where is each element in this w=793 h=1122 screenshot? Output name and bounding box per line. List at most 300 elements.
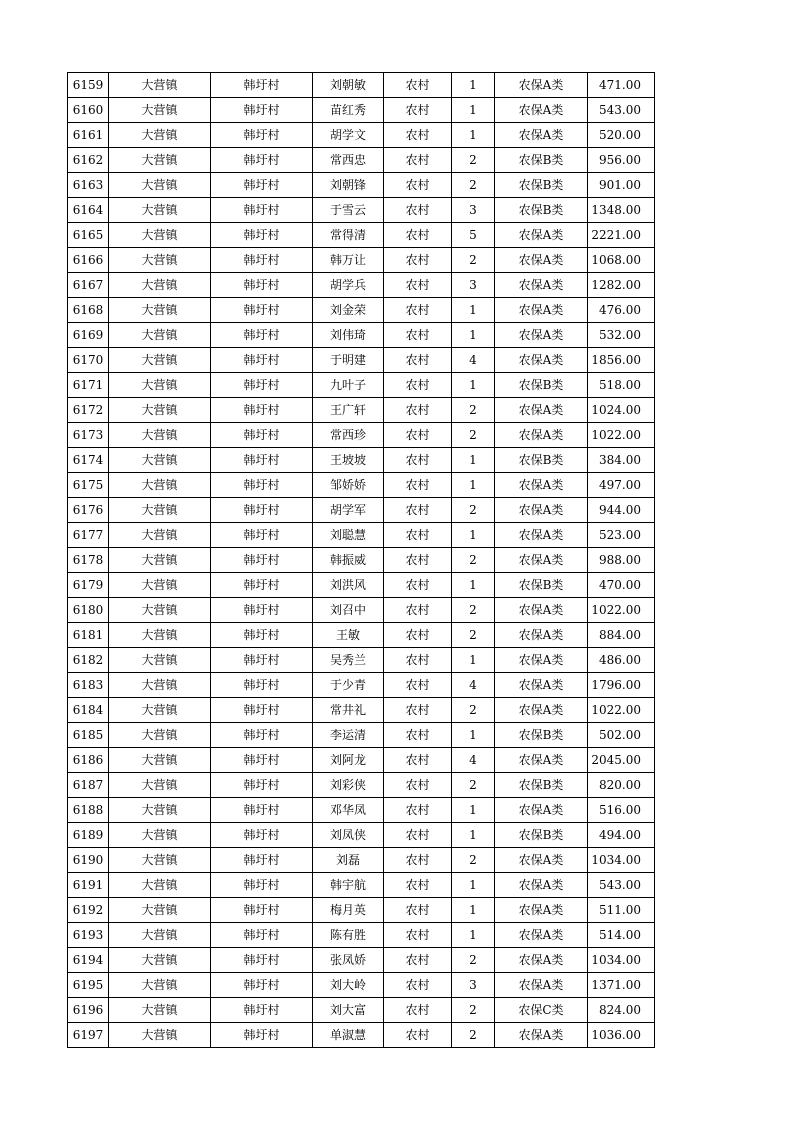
- insurance-category-cell: 农保A类: [495, 648, 588, 673]
- town-cell: 大营镇: [109, 973, 211, 998]
- village-cell: 韩圩村: [211, 348, 313, 373]
- serial-number-cell: 6184: [68, 698, 109, 723]
- household-type-cell: 农村: [384, 698, 452, 723]
- household-type-cell: 农村: [384, 873, 452, 898]
- insurance-category-cell: 农保A类: [495, 698, 588, 723]
- household-type-cell: 农村: [384, 423, 452, 448]
- amount-cell: 511.00: [588, 898, 655, 923]
- member-count-cell: 2: [452, 998, 495, 1023]
- amount-cell: 494.00: [588, 823, 655, 848]
- name-cell: 梅月英: [313, 898, 384, 923]
- household-type-cell: 农村: [384, 398, 452, 423]
- member-count-cell: 2: [452, 248, 495, 273]
- town-cell: 大营镇: [109, 398, 211, 423]
- town-cell: 大营镇: [109, 598, 211, 623]
- name-cell: 刘洪风: [313, 573, 384, 598]
- village-cell: 韩圩村: [211, 673, 313, 698]
- household-type-cell: 农村: [384, 73, 452, 98]
- table-row: [68, 848, 655, 873]
- serial-number-cell: 6191: [68, 873, 109, 898]
- town-cell: 大营镇: [109, 723, 211, 748]
- table-row: [68, 473, 655, 498]
- household-type-cell: 农村: [384, 248, 452, 273]
- table-row: [68, 448, 655, 473]
- insurance-category-cell: 农保A类: [495, 98, 588, 123]
- table-row: [68, 423, 655, 448]
- insurance-category-cell: 农保A类: [495, 748, 588, 773]
- table-row: [68, 573, 655, 598]
- member-count-cell: 2: [452, 173, 495, 198]
- serial-number-cell: 6170: [68, 348, 109, 373]
- village-cell: 韩圩村: [211, 723, 313, 748]
- town-cell: 大营镇: [109, 223, 211, 248]
- name-cell: 苗红秀: [313, 98, 384, 123]
- town-cell: 大营镇: [109, 148, 211, 173]
- town-cell: 大营镇: [109, 348, 211, 373]
- village-cell: 韩圩村: [211, 548, 313, 573]
- serial-number-cell: 6161: [68, 123, 109, 148]
- household-type-cell: 农村: [384, 498, 452, 523]
- amount-cell: 486.00: [588, 648, 655, 673]
- member-count-cell: 1: [452, 923, 495, 948]
- household-type-cell: 农村: [384, 173, 452, 198]
- town-cell: 大营镇: [109, 798, 211, 823]
- household-type-cell: 农村: [384, 898, 452, 923]
- serial-number-cell: 6166: [68, 248, 109, 273]
- insurance-category-cell: 农保A类: [495, 548, 588, 573]
- name-cell: 于雪云: [313, 198, 384, 223]
- table-row: [68, 548, 655, 573]
- insurance-category-cell: 农保A类: [495, 973, 588, 998]
- town-cell: 大营镇: [109, 698, 211, 723]
- table-row: [68, 298, 655, 323]
- table-row: [68, 323, 655, 348]
- town-cell: 大营镇: [109, 848, 211, 873]
- table-row: [68, 648, 655, 673]
- village-cell: 韩圩村: [211, 248, 313, 273]
- table-row: [68, 523, 655, 548]
- member-count-cell: 1: [452, 523, 495, 548]
- village-cell: 韩圩村: [211, 648, 313, 673]
- village-cell: 韩圩村: [211, 148, 313, 173]
- insurance-category-cell: 农保B类: [495, 448, 588, 473]
- village-cell: 韩圩村: [211, 123, 313, 148]
- amount-cell: 532.00: [588, 323, 655, 348]
- amount-cell: 497.00: [588, 473, 655, 498]
- amount-cell: 944.00: [588, 498, 655, 523]
- serial-number-cell: 6180: [68, 598, 109, 623]
- insurance-category-cell: 农保A类: [495, 298, 588, 323]
- village-cell: 韩圩村: [211, 798, 313, 823]
- serial-number-cell: 6169: [68, 323, 109, 348]
- household-type-cell: 农村: [384, 1023, 452, 1048]
- name-cell: 于明建: [313, 348, 384, 373]
- table-row: [68, 348, 655, 373]
- village-cell: 韩圩村: [211, 173, 313, 198]
- amount-cell: 502.00: [588, 723, 655, 748]
- table-row: [68, 223, 655, 248]
- village-cell: 韩圩村: [211, 298, 313, 323]
- table-row: [68, 798, 655, 823]
- beneficiary-table: [67, 72, 655, 1048]
- amount-cell: 518.00: [588, 373, 655, 398]
- insurance-category-cell: 农保A类: [495, 73, 588, 98]
- town-cell: 大营镇: [109, 648, 211, 673]
- household-type-cell: 农村: [384, 748, 452, 773]
- serial-number-cell: 6168: [68, 298, 109, 323]
- name-cell: 韩振威: [313, 548, 384, 573]
- insurance-category-cell: 农保A类: [495, 248, 588, 273]
- amount-cell: 476.00: [588, 298, 655, 323]
- village-cell: 韩圩村: [211, 73, 313, 98]
- name-cell: 常井礼: [313, 698, 384, 723]
- household-type-cell: 农村: [384, 798, 452, 823]
- name-cell: 于少青: [313, 673, 384, 698]
- village-cell: 韩圩村: [211, 923, 313, 948]
- name-cell: 陈有胜: [313, 923, 384, 948]
- town-cell: 大营镇: [109, 198, 211, 223]
- amount-cell: 1024.00: [588, 398, 655, 423]
- village-cell: 韩圩村: [211, 273, 313, 298]
- village-cell: 韩圩村: [211, 198, 313, 223]
- insurance-category-cell: 农保A类: [495, 598, 588, 623]
- town-cell: 大营镇: [109, 523, 211, 548]
- village-cell: 韩圩村: [211, 473, 313, 498]
- insurance-category-cell: 农保C类: [495, 998, 588, 1023]
- household-type-cell: 农村: [384, 948, 452, 973]
- village-cell: 韩圩村: [211, 423, 313, 448]
- serial-number-cell: 6182: [68, 648, 109, 673]
- member-count-cell: 1: [452, 898, 495, 923]
- name-cell: 九叶子: [313, 373, 384, 398]
- member-count-cell: 3: [452, 973, 495, 998]
- document-page: [67, 72, 655, 1048]
- serial-number-cell: 6186: [68, 748, 109, 773]
- insurance-category-cell: 农保A类: [495, 673, 588, 698]
- name-cell: 胡学军: [313, 498, 384, 523]
- table-row: [68, 923, 655, 948]
- name-cell: 刘磊: [313, 848, 384, 873]
- name-cell: 刘阿龙: [313, 748, 384, 773]
- household-type-cell: 农村: [384, 323, 452, 348]
- town-cell: 大营镇: [109, 673, 211, 698]
- household-type-cell: 农村: [384, 598, 452, 623]
- household-type-cell: 农村: [384, 373, 452, 398]
- member-count-cell: 2: [452, 598, 495, 623]
- town-cell: 大营镇: [109, 623, 211, 648]
- amount-cell: 2221.00: [588, 223, 655, 248]
- town-cell: 大营镇: [109, 473, 211, 498]
- serial-number-cell: 6173: [68, 423, 109, 448]
- village-cell: 韩圩村: [211, 698, 313, 723]
- serial-number-cell: 6193: [68, 923, 109, 948]
- household-type-cell: 农村: [384, 673, 452, 698]
- town-cell: 大营镇: [109, 248, 211, 273]
- name-cell: 刘召中: [313, 598, 384, 623]
- amount-cell: 514.00: [588, 923, 655, 948]
- serial-number-cell: 6162: [68, 148, 109, 173]
- member-count-cell: 1: [452, 648, 495, 673]
- member-count-cell: 2: [452, 623, 495, 648]
- member-count-cell: 2: [452, 398, 495, 423]
- name-cell: 王坡坡: [313, 448, 384, 473]
- name-cell: 吴秀兰: [313, 648, 384, 673]
- table-row: [68, 373, 655, 398]
- serial-number-cell: 6163: [68, 173, 109, 198]
- table-row: [68, 73, 655, 98]
- member-count-cell: 2: [452, 948, 495, 973]
- amount-cell: 1034.00: [588, 848, 655, 873]
- serial-number-cell: 6183: [68, 673, 109, 698]
- village-cell: 韩圩村: [211, 998, 313, 1023]
- village-cell: 韩圩村: [211, 598, 313, 623]
- member-count-cell: 2: [452, 548, 495, 573]
- serial-number-cell: 6195: [68, 973, 109, 998]
- town-cell: 大营镇: [109, 323, 211, 348]
- town-cell: 大营镇: [109, 573, 211, 598]
- amount-cell: 1022.00: [588, 598, 655, 623]
- household-type-cell: 农村: [384, 298, 452, 323]
- village-cell: 韩圩村: [211, 448, 313, 473]
- insurance-category-cell: 农保A类: [495, 623, 588, 648]
- insurance-category-cell: 农保A类: [495, 423, 588, 448]
- village-cell: 韩圩村: [211, 948, 313, 973]
- table-row: [68, 773, 655, 798]
- household-type-cell: 农村: [384, 573, 452, 598]
- amount-cell: 1796.00: [588, 673, 655, 698]
- name-cell: 刘大富: [313, 998, 384, 1023]
- member-count-cell: 1: [452, 798, 495, 823]
- serial-number-cell: 6196: [68, 998, 109, 1023]
- serial-number-cell: 6172: [68, 398, 109, 423]
- town-cell: 大营镇: [109, 373, 211, 398]
- name-cell: 刘伟琦: [313, 323, 384, 348]
- amount-cell: 1036.00: [588, 1023, 655, 1048]
- insurance-category-cell: 农保A类: [495, 523, 588, 548]
- household-type-cell: 农村: [384, 998, 452, 1023]
- household-type-cell: 农村: [384, 623, 452, 648]
- name-cell: 胡学文: [313, 123, 384, 148]
- amount-cell: 1348.00: [588, 198, 655, 223]
- insurance-category-cell: 农保A类: [495, 923, 588, 948]
- table-row: [68, 98, 655, 123]
- table-row: [68, 398, 655, 423]
- amount-cell: 384.00: [588, 448, 655, 473]
- member-count-cell: 1: [452, 448, 495, 473]
- village-cell: 韩圩村: [211, 98, 313, 123]
- amount-cell: 543.00: [588, 873, 655, 898]
- village-cell: 韩圩村: [211, 898, 313, 923]
- name-cell: 王广轩: [313, 398, 384, 423]
- household-type-cell: 农村: [384, 973, 452, 998]
- name-cell: 单淑慧: [313, 1023, 384, 1048]
- town-cell: 大营镇: [109, 548, 211, 573]
- name-cell: 常西珍: [313, 423, 384, 448]
- town-cell: 大营镇: [109, 298, 211, 323]
- village-cell: 韩圩村: [211, 498, 313, 523]
- household-type-cell: 农村: [384, 448, 452, 473]
- serial-number-cell: 6189: [68, 823, 109, 848]
- serial-number-cell: 6190: [68, 848, 109, 873]
- household-type-cell: 农村: [384, 848, 452, 873]
- insurance-category-cell: 农保A类: [495, 873, 588, 898]
- table-row: [68, 898, 655, 923]
- serial-number-cell: 6197: [68, 1023, 109, 1048]
- amount-cell: 471.00: [588, 73, 655, 98]
- table-row: [68, 123, 655, 148]
- insurance-category-cell: 农保A类: [495, 498, 588, 523]
- member-count-cell: 1: [452, 298, 495, 323]
- table-row: [68, 873, 655, 898]
- member-count-cell: 1: [452, 323, 495, 348]
- household-type-cell: 农村: [384, 123, 452, 148]
- town-cell: 大营镇: [109, 1023, 211, 1048]
- household-type-cell: 农村: [384, 198, 452, 223]
- table-row: [68, 698, 655, 723]
- household-type-cell: 农村: [384, 723, 452, 748]
- town-cell: 大营镇: [109, 998, 211, 1023]
- insurance-category-cell: 农保A类: [495, 223, 588, 248]
- insurance-category-cell: 农保B类: [495, 823, 588, 848]
- insurance-category-cell: 农保B类: [495, 198, 588, 223]
- member-count-cell: 4: [452, 673, 495, 698]
- household-type-cell: 农村: [384, 823, 452, 848]
- table-row: [68, 498, 655, 523]
- member-count-cell: 1: [452, 573, 495, 598]
- insurance-category-cell: 农保A类: [495, 323, 588, 348]
- amount-cell: 520.00: [588, 123, 655, 148]
- town-cell: 大营镇: [109, 748, 211, 773]
- serial-number-cell: 6185: [68, 723, 109, 748]
- table-row: [68, 598, 655, 623]
- name-cell: 张凤娇: [313, 948, 384, 973]
- serial-number-cell: 6160: [68, 98, 109, 123]
- amount-cell: 543.00: [588, 98, 655, 123]
- name-cell: 韩宇航: [313, 873, 384, 898]
- table-row: [68, 748, 655, 773]
- name-cell: 韩万让: [313, 248, 384, 273]
- amount-cell: 2045.00: [588, 748, 655, 773]
- serial-number-cell: 6164: [68, 198, 109, 223]
- serial-number-cell: 6188: [68, 798, 109, 823]
- table-row: [68, 823, 655, 848]
- town-cell: 大营镇: [109, 773, 211, 798]
- household-type-cell: 农村: [384, 273, 452, 298]
- table-row: [68, 623, 655, 648]
- member-count-cell: 3: [452, 273, 495, 298]
- insurance-category-cell: 农保B类: [495, 173, 588, 198]
- town-cell: 大营镇: [109, 823, 211, 848]
- member-count-cell: 4: [452, 748, 495, 773]
- member-count-cell: 1: [452, 98, 495, 123]
- member-count-cell: 1: [452, 373, 495, 398]
- table-row: [68, 198, 655, 223]
- insurance-category-cell: 农保A类: [495, 948, 588, 973]
- insurance-category-cell: 农保B类: [495, 148, 588, 173]
- member-count-cell: 3: [452, 198, 495, 223]
- table-row: [68, 173, 655, 198]
- name-cell: 刘聪慧: [313, 523, 384, 548]
- village-cell: 韩圩村: [211, 823, 313, 848]
- serial-number-cell: 6187: [68, 773, 109, 798]
- member-count-cell: 1: [452, 873, 495, 898]
- household-type-cell: 农村: [384, 523, 452, 548]
- town-cell: 大营镇: [109, 448, 211, 473]
- insurance-category-cell: 农保A类: [495, 123, 588, 148]
- table-row: [68, 948, 655, 973]
- village-cell: 韩圩村: [211, 623, 313, 648]
- serial-number-cell: 6179: [68, 573, 109, 598]
- town-cell: 大营镇: [109, 923, 211, 948]
- name-cell: 胡学兵: [313, 273, 384, 298]
- member-count-cell: 1: [452, 473, 495, 498]
- member-count-cell: 2: [452, 698, 495, 723]
- town-cell: 大营镇: [109, 123, 211, 148]
- town-cell: 大营镇: [109, 423, 211, 448]
- member-count-cell: 2: [452, 423, 495, 448]
- amount-cell: 1371.00: [588, 973, 655, 998]
- village-cell: 韩圩村: [211, 223, 313, 248]
- insurance-category-cell: 农保A类: [495, 398, 588, 423]
- village-cell: 韩圩村: [211, 748, 313, 773]
- insurance-category-cell: 农保B类: [495, 373, 588, 398]
- amount-cell: 1022.00: [588, 423, 655, 448]
- village-cell: 韩圩村: [211, 573, 313, 598]
- serial-number-cell: 6192: [68, 898, 109, 923]
- serial-number-cell: 6178: [68, 548, 109, 573]
- name-cell: 邓华凤: [313, 798, 384, 823]
- table-row: [68, 723, 655, 748]
- name-cell: 刘朝锋: [313, 173, 384, 198]
- village-cell: 韩圩村: [211, 323, 313, 348]
- serial-number-cell: 6181: [68, 623, 109, 648]
- household-type-cell: 农村: [384, 648, 452, 673]
- amount-cell: 988.00: [588, 548, 655, 573]
- member-count-cell: 5: [452, 223, 495, 248]
- household-type-cell: 农村: [384, 98, 452, 123]
- name-cell: 邹娇娇: [313, 473, 384, 498]
- table-row: [68, 1023, 655, 1048]
- serial-number-cell: 6171: [68, 373, 109, 398]
- amount-cell: 1856.00: [588, 348, 655, 373]
- name-cell: 李运清: [313, 723, 384, 748]
- serial-number-cell: 6159: [68, 73, 109, 98]
- insurance-category-cell: 农保A类: [495, 348, 588, 373]
- name-cell: 刘凤侠: [313, 823, 384, 848]
- household-type-cell: 农村: [384, 548, 452, 573]
- amount-cell: 470.00: [588, 573, 655, 598]
- town-cell: 大营镇: [109, 898, 211, 923]
- name-cell: 王敏: [313, 623, 384, 648]
- table-row: [68, 148, 655, 173]
- town-cell: 大营镇: [109, 498, 211, 523]
- insurance-category-cell: 农保A类: [495, 1023, 588, 1048]
- town-cell: 大营镇: [109, 98, 211, 123]
- town-cell: 大营镇: [109, 73, 211, 98]
- village-cell: 韩圩村: [211, 1023, 313, 1048]
- village-cell: 韩圩村: [211, 373, 313, 398]
- household-type-cell: 农村: [384, 473, 452, 498]
- town-cell: 大营镇: [109, 873, 211, 898]
- village-cell: 韩圩村: [211, 973, 313, 998]
- amount-cell: 523.00: [588, 523, 655, 548]
- table-row: [68, 973, 655, 998]
- insurance-category-cell: 农保A类: [495, 848, 588, 873]
- name-cell: 刘朝敏: [313, 73, 384, 98]
- village-cell: 韩圩村: [211, 848, 313, 873]
- insurance-category-cell: 农保B类: [495, 773, 588, 798]
- table-row: [68, 998, 655, 1023]
